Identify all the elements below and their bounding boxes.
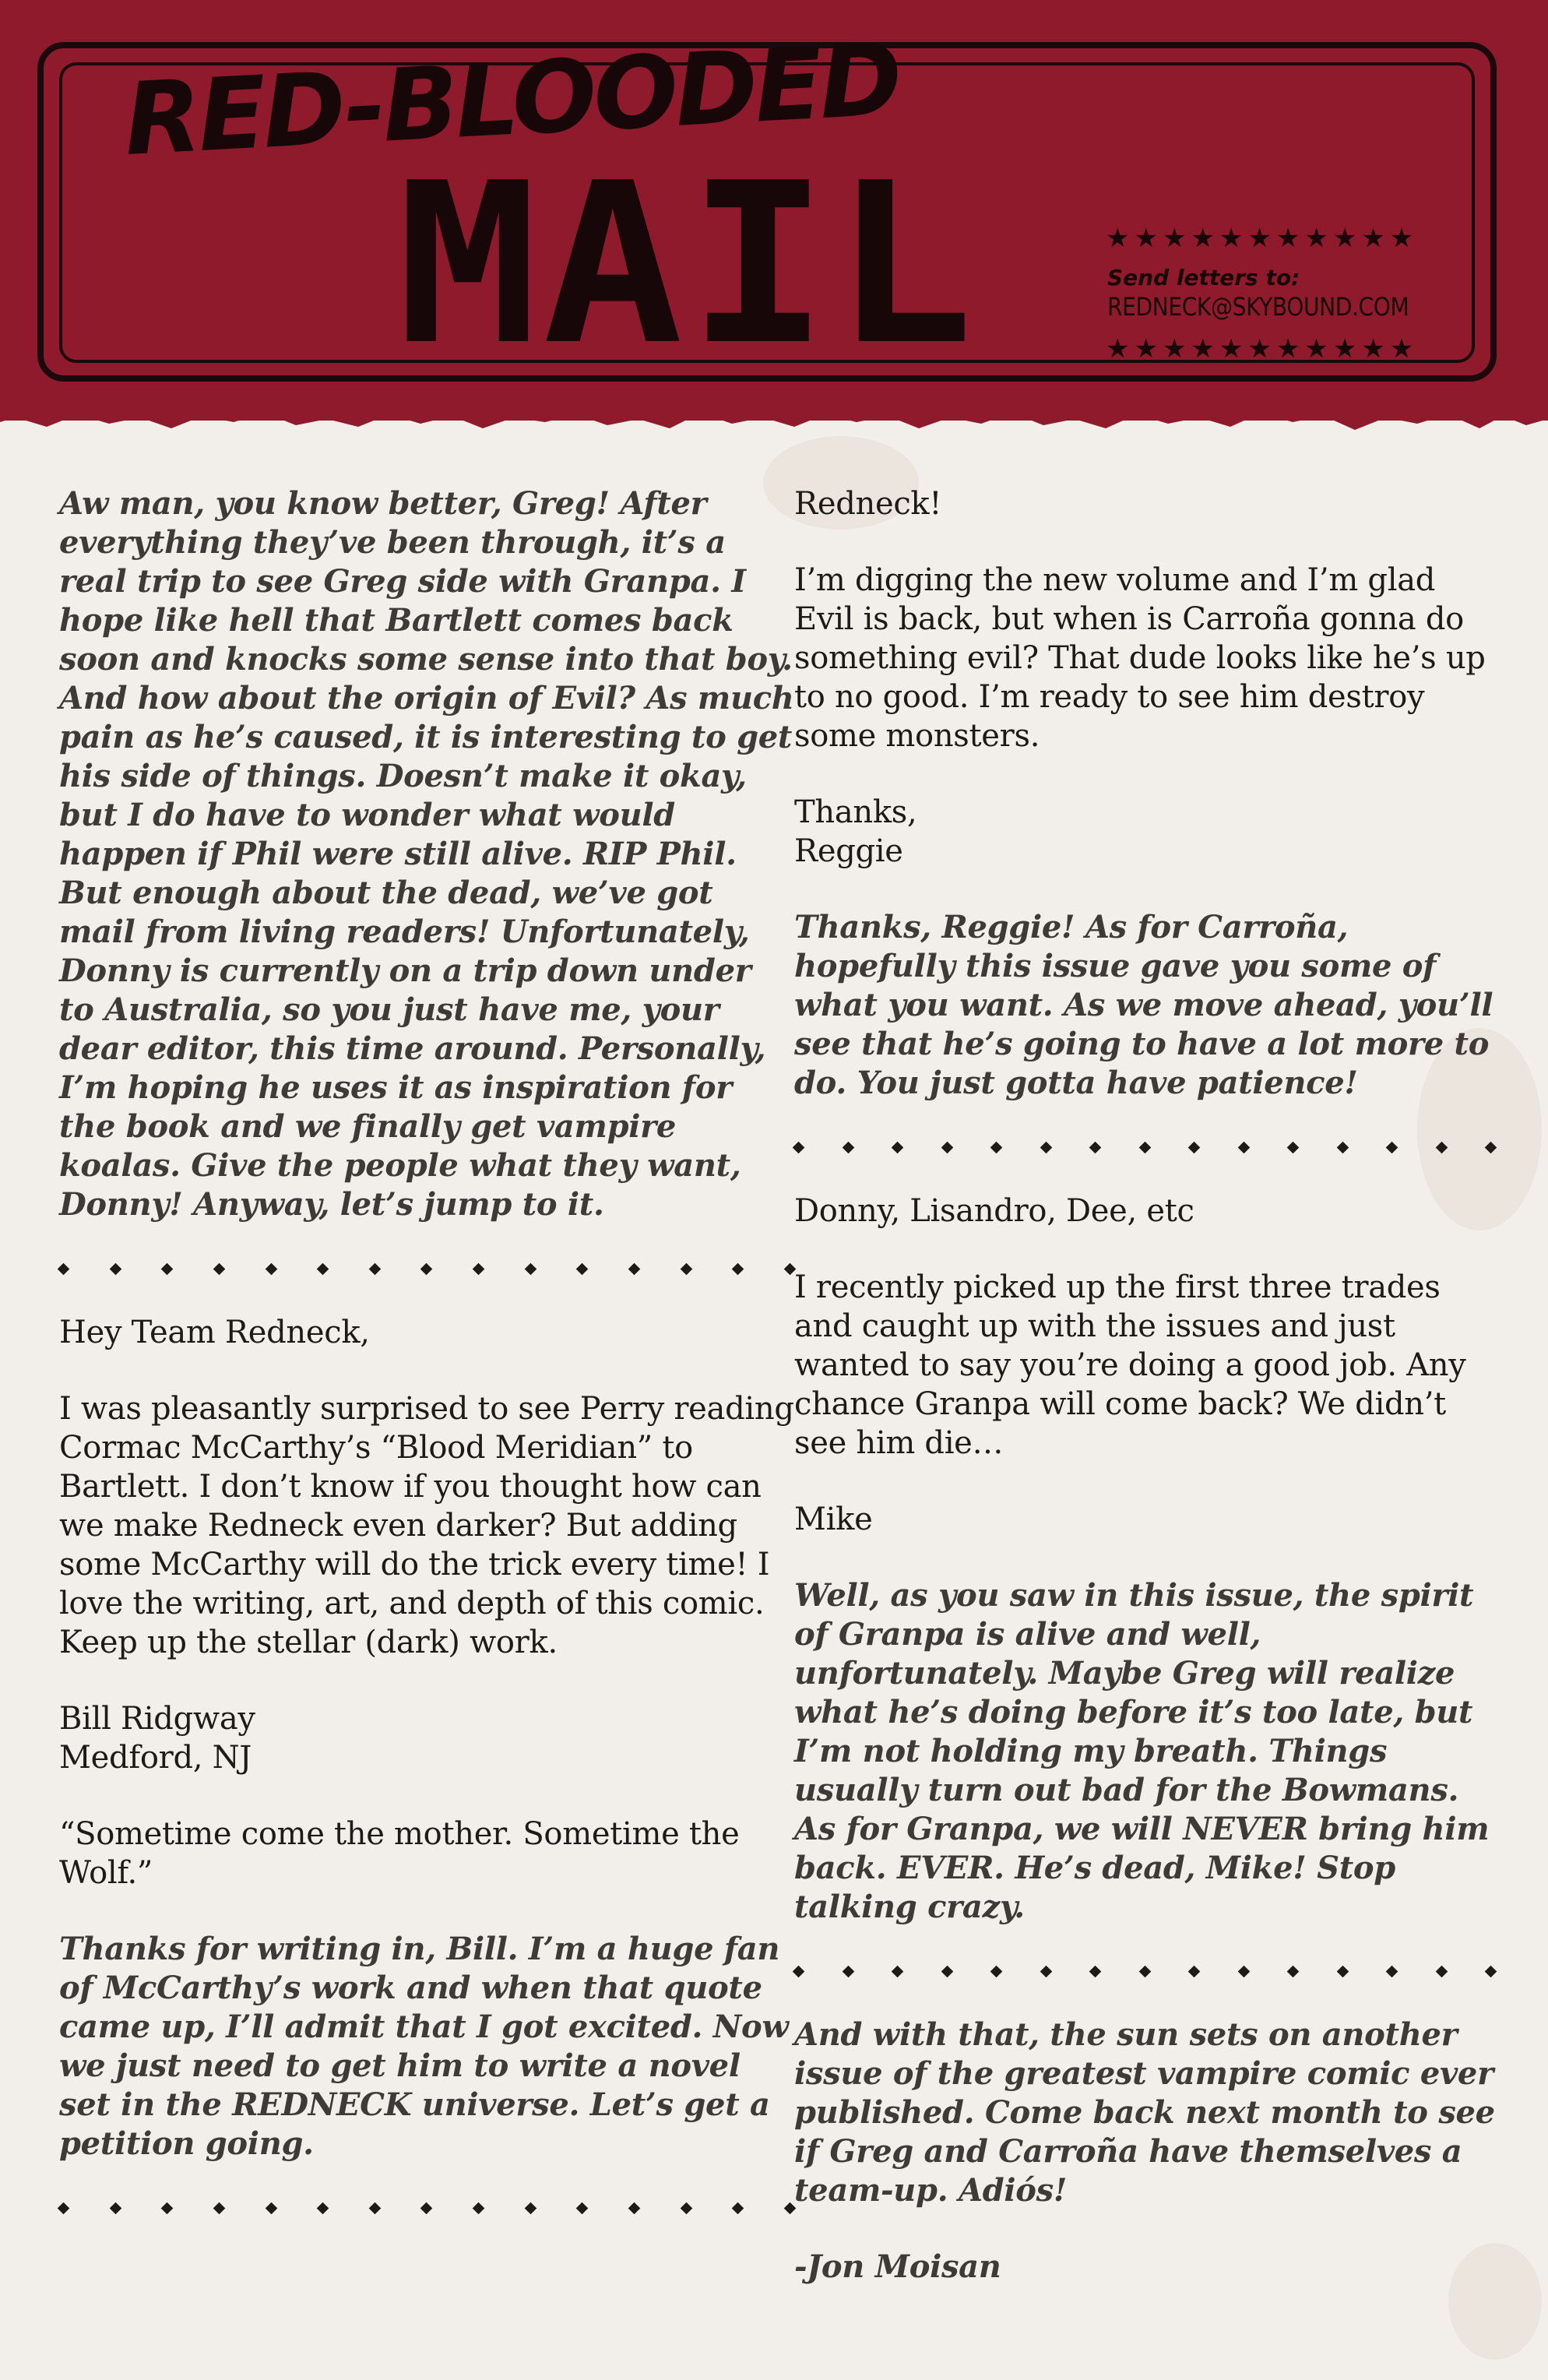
editor-closing: And with that, the sun sets on another issue of the greatest vampire comic ever published. Come back next month to see if Greg and Carroña have themselves a team-up. Adiós!	[794, 2016, 1495, 2209]
letter-greeting: Donny, Lisandro, Dee, etc	[794, 1193, 1194, 1229]
diamond-divider	[794, 1140, 1495, 1156]
letter-signature-name: Bill Ridgway	[59, 1701, 255, 1737]
grunge-edge	[0, 405, 1548, 436]
diamond-divider	[59, 2201, 794, 2216]
send-letters-label: Send letters to:	[1107, 265, 1300, 290]
letter-body: I was pleasantly surprised to see Perry reading Cormac McCarthy’s “Blood Meridian” to Bartlett. I don’t know if you thought how can we make Redneck even darker? But adding some McCarthy will do the trick every time! I love the writing, art, and depth of this comic. Keep up the stellar (dark) work.	[59, 1391, 794, 1660]
letter-signature: Mike	[794, 1502, 873, 1537]
editor-reply: Thanks, Reggie! As for Carroña, hopefully this issue gave you some of what you want. As we move ahead, you’ll see that he’s going to have a lot more to do. You just gotta have patience!	[794, 909, 1493, 1101]
letter-quote: “Sometime come the mother. Sometime the Wolf.”	[59, 1816, 740, 1891]
diamond-divider	[794, 1964, 1495, 1980]
editor-reply: Thanks for writing in, Bill. I’m a huge fan of McCarthy’s work and when that quote came up, I’ll admit that I got excited. Now we just need to get him to write a novel set in the REDNECK universe. Let’s get a petition going.	[59, 1931, 789, 2162]
send-letters-email[interactable]: REDNECK@SKYBOUND.COM	[1107, 292, 1409, 322]
editor-intro: Aw man, you know better, Greg! After everything they’ve been through, it’s a real trip to see Greg side with Granpa. I hope like hell that Bartlett comes back soon and knocks some sense into that boy. And how about the origin of Evil? As much pain as he’s caused, it is interesting to get his side of things. Doesn’t make it okay, but I do have to wonder what would happen if Phil were still alive. RIP Phil. But enough about the dead, we’ve got mail from living readers! Unfortunately, Donny is currently on a trip down under to Australia, so you just have me, your dear editor, this time around. Personally, I’m hoping he uses it as inspiration for the book and we finally get vampire koalas. Give the people what they want, Donny! Anyway, let’s jump to it.	[59, 485, 794, 1223]
letter-body: I’m digging the new volume and I’m glad Evil is back, but when is Carroña gonna do something evil? That dude looks like he’s up to no good. I’m ready to see him destroy some monsters.	[794, 562, 1486, 754]
left-column	[59, 484, 794, 2252]
letter-signature-place: Medford, NJ	[59, 1740, 252, 1776]
letter-signature: Reggie	[794, 833, 903, 869]
star-row-top: ★★★★★★★★★★★	[1106, 223, 1419, 254]
diamond-divider	[59, 1262, 794, 1277]
header-title-top: RED-BLOODED	[121, 21, 902, 178]
header-title-main: MAIL	[397, 135, 979, 394]
mail-header-banner	[0, 0, 1548, 421]
letter-body: I recently picked up the first three trades and caught up with the issues and just wanted to say you’re doing a good job. Any chance Granpa will come back? We didn’t see him die…	[794, 1269, 1466, 1461]
editor-signature: -Jon Moisan	[794, 2248, 1001, 2285]
star-row-bottom: ★★★★★★★★★★★	[1106, 333, 1419, 364]
right-column	[794, 484, 1495, 2324]
letter-greeting: Redneck!	[794, 486, 942, 522]
letter-greeting: Hey Team Redneck,	[59, 1315, 370, 1350]
editor-reply: Well, as you saw in this issue, the spirit of Granpa is alive and well, unfortunately. Maybe Greg will realize what he’s doing before it’s too late, but I’m not holding my breath. Things usually turn out bad for the Bowmans. As for Granpa, we will NEVER bring him back. EVER. He’s dead, Mike! Stop talking crazy.	[794, 1577, 1490, 1925]
letter-signoff: Thanks,	[794, 794, 917, 830]
